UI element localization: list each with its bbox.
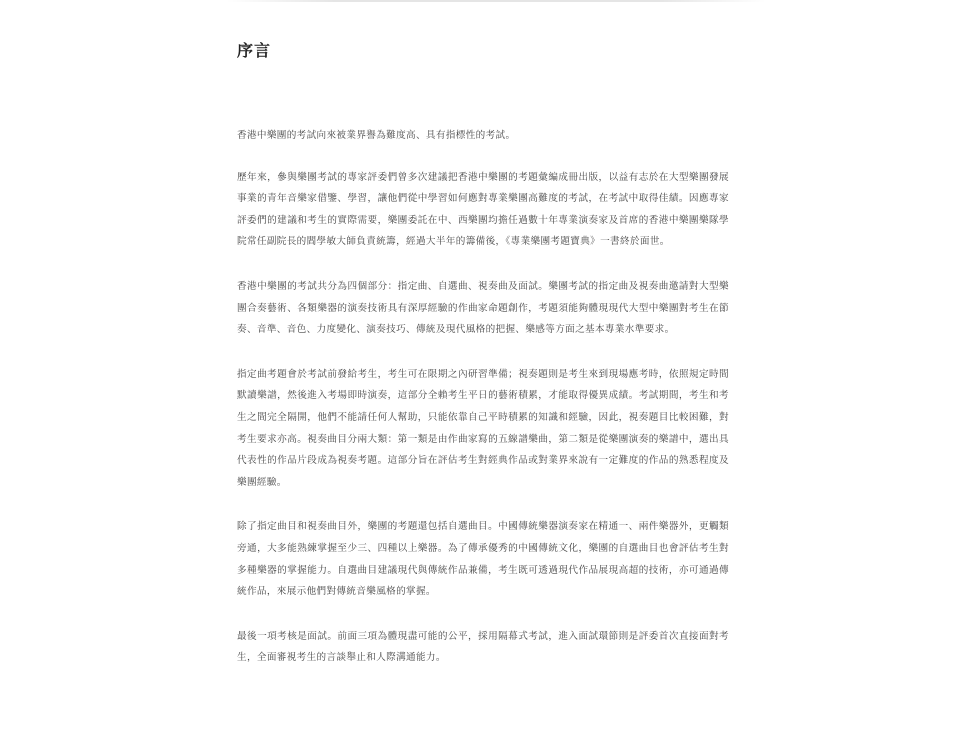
- page-title: 序言: [237, 41, 272, 60]
- paragraph-4: 指定曲考題會於考試前發給考生，考生可在限期之內研習準備；視奏題則是考生來到現場應考時，依照規定時間默讀樂譜，然後進入考場即時演奏，這部分全賴考生平日的藝術積累，才能取得優異成績。考試期間，考生和考生之間完全隔開，他們不能請任何人幫助，只能依靠自己平時積累的知識和經驗，因此，視奏題目比較困難，對考生要求亦高。視奏曲目分兩大類：第一類是由作曲家寫的五線譜樂曲，第二類是從樂團演奏的樂譜中，選出具代表性的作品片段成為視奏考題。這部分旨在評估考生對經典作品或對業界來說有一定難度的作品的熟悉程度及樂團經驗。: [237, 368, 729, 488]
- preface-body: [237, 125, 729, 669]
- paragraph-5: 除了指定曲目和視奏曲目外，樂團的考題還包括自選曲目。中國傳統樂器演奏家在精通一、兩件樂器外，更觸類旁通，大多能熟練掌握至少三、四種以上樂器。為了傳承優秀的中國傳統文化，樂團的自選曲目也會評估考生對多種樂器的掌握能力。自選曲目建議現代與傳統作品兼備，考生既可透過現代作品展現高超的技術，亦可通過傳統作品，來展示他們對傳統音樂風格的掌握。: [237, 521, 729, 598]
- scan-top-edge: [226, 0, 766, 2]
- paragraph-6: 最後一項考核是面試。前面三項為體現盡可能的公平，採用隔幕式考試，進入面試環節則是評委首次直接面對考生，全面審視考生的言談舉止和人際溝通能力。: [237, 630, 729, 664]
- paragraph-3: 香港中樂團的考試共分為四個部分：指定曲、自選曲、視奏曲及面試。樂團考試的指定曲及視奏曲邀請對大型樂團合奏藝術、各類樂器的演奏技術具有深厚經驗的作曲家命題創作，考題須能夠體現現代大型中樂團對考生在節奏、音準、音色、力度變化、演奏技巧、傳統及現代風格的把握、樂感等方面之基本專業水準要求。: [237, 280, 729, 336]
- paragraph-2: 歷年來，參與樂團考試的專家評委們曾多次建議把香港中樂團的考題彙編成冊出版，以益有志於在大型樂團發展事業的青年音樂家借鑒、學習，讓他們從中學習如何應對專業樂團高難度的考試，在考試中取得佳績。因應專家評委們的建議和考生的實際需要，樂團委託在中、西樂團均擔任過數十年專業演奏家及首席的香港中樂團樂隊學院常任副院長的閻學敏大師負責統籌，經過大半年的籌備後，《專業樂團考題寶典》一書終於面世。: [237, 171, 729, 248]
- preface-page: [237, 40, 729, 692]
- paragraph-1: 香港中樂團的考試向來被業界譽為難度高、具有指標性的考試。: [237, 130, 516, 141]
